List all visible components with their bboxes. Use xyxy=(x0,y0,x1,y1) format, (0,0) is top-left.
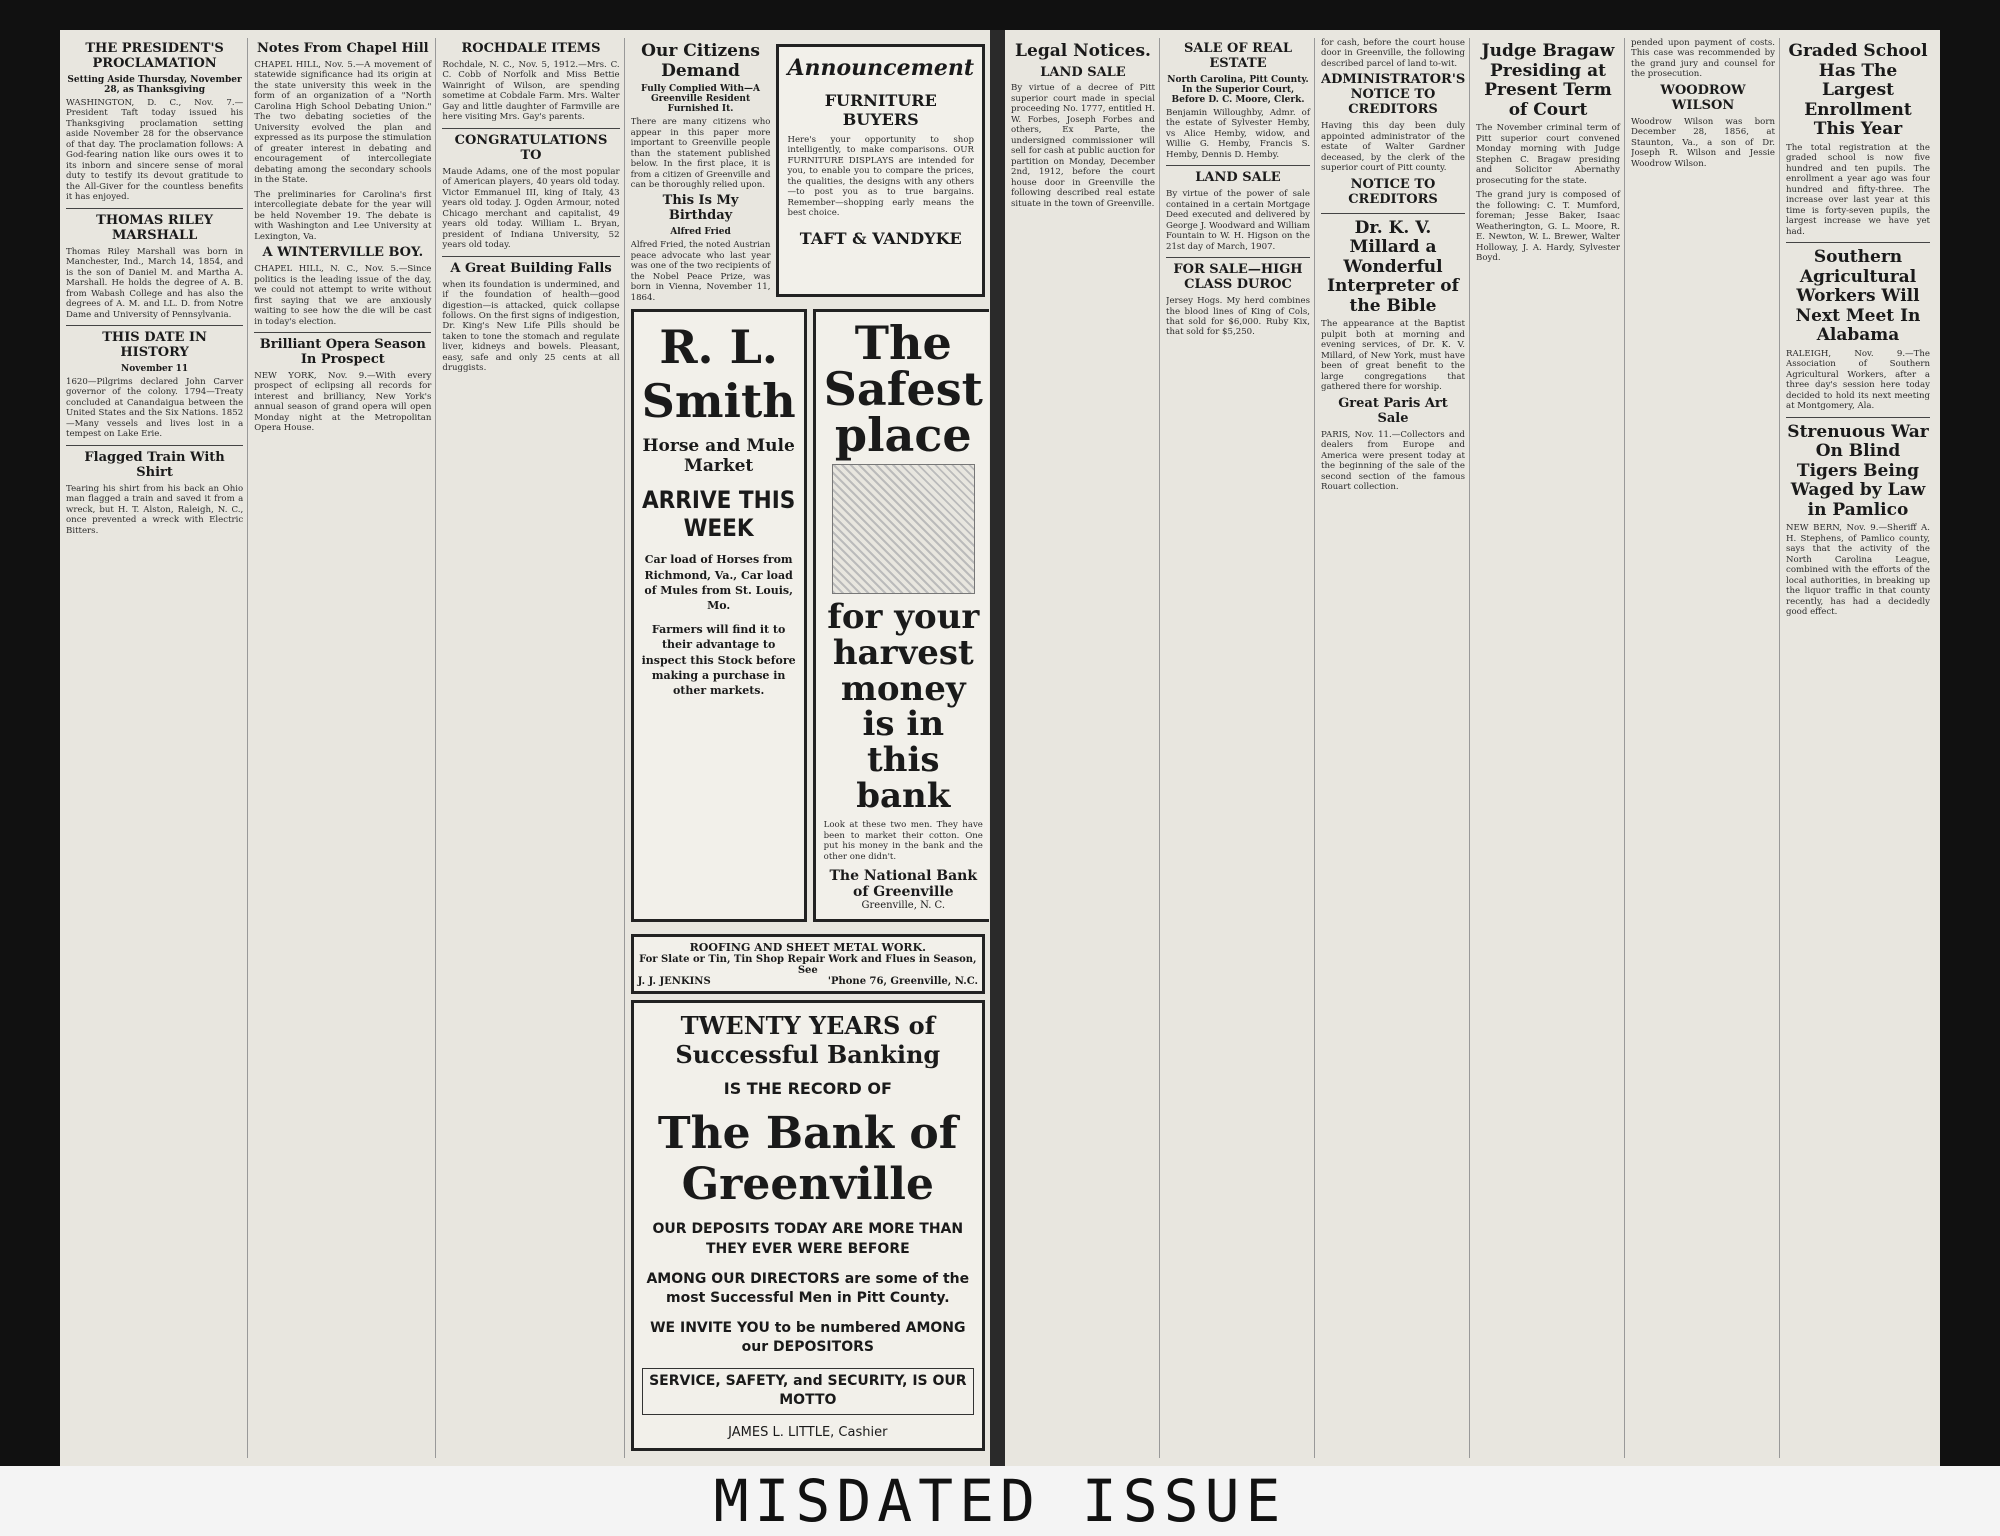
ad-town: Greenville, N. C. xyxy=(861,900,946,912)
article-text: The appearance at the Baptist pulpit both at morning and evening services, of Dr. K. V. Millard, of New York, must have been of great benefit to the large congregations that gathered there for worship. xyxy=(1321,319,1465,393)
left-column-3 xyxy=(442,38,624,1458)
article-text: By virtue of a decree of Pitt superior court made in special proceeding No. 1777, entitled H. W. Forbes, Joseph Forbes and others, Ex Parte, the undersigned commissioner will sell for cash at public auction for partition on Monday, December 2nd, 1912, before the court house door in Greenville the following described real estate situate in the town of Greenville. xyxy=(1011,83,1155,209)
subhead: Fully Complied With—A Greenville Resident Furnished It. xyxy=(641,84,761,115)
article-text: CHAPEL HILL, N. C., Nov. 5.—Since politics is the leading issue of the day, we could not attempt to write without first saying that we are anxiously waiting to see how the die will be cast in today's election. xyxy=(254,264,432,327)
ad-line: WE INVITE YOU to be numbered AMONG our DEPOSITORS xyxy=(650,1319,966,1356)
headline: Notes From Chapel Hill xyxy=(256,41,429,56)
ad-line: for your harvest money is in this bank xyxy=(827,597,980,816)
ad-line: IS THE RECORD OF xyxy=(723,1079,892,1099)
article-text: WASHINGTON, D. C., Nov. 7.—President Taft today issued his Thanksgiving proclamation setting aside November 28 for the observance of that day. The proclamation follows: A God-fearing nation like ours owes it to its inborn and sincere sense of moral duty to testify its devout gratitude to the All-Giver for the countless benefits it has enjoyed. xyxy=(66,97,244,203)
right-newspaper-page xyxy=(1005,30,1940,1466)
ad-name: R. L. Smith xyxy=(641,320,796,429)
subhead: Setting Aside Thursday, November 28, as Thanksgiving xyxy=(67,74,242,95)
farmers-illustration xyxy=(832,464,975,594)
ad-line: AMONG OUR DIRECTORS are some of the most Successful Men in Pitt County. xyxy=(646,1270,970,1307)
right-column-2 xyxy=(1166,38,1315,1458)
subhead: November 11 xyxy=(121,363,189,374)
ad-line: OUR DEPOSITS TODAY ARE MORE THAN THEY EVER WERE BEFORE xyxy=(652,1221,964,1257)
ad-line: The Safest place xyxy=(823,316,983,463)
ad-cashier: JAMES L. LITTLE, Cashier xyxy=(728,1425,888,1441)
article-text: when its foundation is undermined, and if the foundation of health—good digestion—is attacked, quick collapse follows. On the first signs of indigestion, Dr. King's New Life Pills should be taken to tone the stomach and regulate liver, kidneys and bowels. Pleasant, easy, safe and only 25 cents at all druggists. xyxy=(442,279,620,374)
article-text: for cash, before the court house door in Greenville, the following described parcel of land to-wit. xyxy=(1321,38,1465,69)
headline: THIS DATE IN HISTORY xyxy=(102,329,207,360)
ad-heading: FURNITURE BUYERS xyxy=(824,91,937,129)
headline: Our Citizens Demand xyxy=(641,41,760,81)
article-text: By virtue of the power of sale contained in a certain Mortgage Deed executed and delivered by George J. Woodward and William Fountain to W. H. Higson on the 21st day of March, 1907. xyxy=(1166,189,1310,252)
article-text: The November criminal term of Pitt superior court convened Monday morning with Judge Stephen C. Bragaw presiding and Solicitor Abernathy prosecuting for the state. xyxy=(1476,123,1620,186)
right-column-1 xyxy=(1011,38,1160,1458)
safest-place-ad xyxy=(813,309,989,922)
ad-line: TWENTY YEARS of Successful Banking xyxy=(675,1011,941,1070)
stamp-text: MISDATED ISSUE xyxy=(713,1467,1287,1535)
headline: A WINTERVILLE BOY. xyxy=(262,245,424,261)
headline: A Great Building Falls xyxy=(450,260,612,276)
headline: LAND SALE xyxy=(1195,170,1281,186)
article-text: Alfred Fried, the noted Austrian peace advocate who last year was one of the two recipients of the Nobel Peace Prize, was born in Vienna, November 11, 1864. xyxy=(630,240,771,303)
headline: THOMAS RILEY MARSHALL xyxy=(96,212,214,243)
headline: ADMINISTRATOR'S NOTICE TO CREDITORS xyxy=(1321,72,1466,118)
left-column-1 xyxy=(66,38,248,1458)
right-column-4 xyxy=(1476,38,1625,1458)
article-text: Tearing his shirt from his back an Ohio man flagged a train and saved it from a wreck, but H. T. Alston, Raleigh, N. C., once prevented a wreck with Electric Bitters. xyxy=(66,483,244,536)
ad-body: Look at these two men. They have been to market their cotton. One put his money in the bank and the other one didn't. xyxy=(823,820,983,862)
headline: Brilliant Opera Season In Prospect xyxy=(259,337,426,367)
right-column-3 xyxy=(1321,38,1470,1458)
left-ad-column xyxy=(631,38,989,1458)
ad-line: Horse and Mule Market xyxy=(642,436,795,477)
headline: SALE OF REAL ESTATE xyxy=(1183,41,1293,71)
headline: THE PRESIDENT'S PROCLAMATION xyxy=(85,41,224,71)
subhead: Alfred Fried xyxy=(670,227,731,238)
article-text: pended upon payment of costs. This case was recommended by the grand jury and counsel for the prosecution. xyxy=(1631,38,1775,80)
ad-line: For Slate or Tin, Tin Shop Repair Work and Flues in Season, See xyxy=(639,954,977,977)
headline: FOR SALE—HIGH CLASS DUROC xyxy=(1173,262,1303,293)
article-text: NEW BERN, Nov. 9.—Sheriff A. H. Stephens, of Pamlico county, says that the activity of the North Carolina League, combined with the efforts of the local authorities, in breaking up the liquor traffic in that county recently, has had a decidedly good effect. xyxy=(1786,523,1930,618)
headline: ROCHDALE ITEMS xyxy=(461,41,601,56)
article-text: 1620—Pilgrims declared John Carver governor of the colony. 1794—Treaty concluded at Canandaigua between the United States and the Six Nations. 1852—Many vessels and lives lost in a tempest on Lake Erie. xyxy=(66,376,244,440)
article-text: Maude Adams, one of the most popular of American players, 40 years old today. Victor Emmanuel III, king of Italy, 43 years old today. J. Ogden Armour, noted Chicago merchant and capitalist, 49 years old today. William L. Bryan, president of Indiana University, 52 years old today. xyxy=(442,166,620,251)
ad-phone: 'Phone 76, Greenville, N.C. xyxy=(827,976,979,988)
ad-line: ARRIVE THIS WEEK xyxy=(641,486,796,543)
headline: Judge Bragaw Presiding at Present Term of Court xyxy=(1481,41,1615,120)
ad-line: Farmers will find it to their advantage to inspect this Stock before making a purchase in other markets. xyxy=(641,622,796,698)
article-text: NEW YORK, Nov. 9.—With every prospect of eclipsing all records for interest and brilliancy, New York's annual season of grand opera will open Monday night at the Metropolitan Opera House. xyxy=(254,370,432,434)
headline: Strenuous War On Blind Tigers Being Waged by Law in Pamlico xyxy=(1787,421,1929,520)
ad-motto: SERVICE, SAFETY, and SECURITY, IS OUR MOTTO xyxy=(642,1368,974,1415)
ad-line: ROOFING AND SHEET METAL WORK. xyxy=(689,941,926,955)
headline: LAND SALE xyxy=(1040,64,1126,80)
article-text: Having this day been duly appointed administrator of the estate of Walter Gardner deceased, by the clerk of the superior court of Pitt county. xyxy=(1321,121,1465,174)
article-text: Benjamin Willoughby, Admr. of the estate of Sylvester Hemby, vs Alice Hemby, widow, and Willie G. Hemby, Francis S. Hemby, Dennis D. Hemby. xyxy=(1166,107,1310,160)
headline: NOTICE TO CREDITORS xyxy=(1348,176,1438,207)
misdated-issue-stamp xyxy=(0,1466,2000,1536)
roofing-ad xyxy=(631,934,985,994)
headline: This Is My Birthday xyxy=(662,193,739,224)
article-text: Thomas Riley Marshall was born in Manchester, Ind., March 14, 1854, and is the son of Daniel M. and Martha A. Marshall. He holds the degree of A. B. from Wabash College and has also the degrees of A. M. and LL. D. from Notre Dame and University of Pennsylvania. xyxy=(66,246,244,320)
bank-of-greenville-ad xyxy=(631,1000,985,1451)
ad-signature: TAFT & VANDYKE xyxy=(799,228,962,248)
ad-line: Car load of Horses from Richmond, Va., Car load of Mules from St. Louis, Mo. xyxy=(644,553,793,613)
article-text: CHAPEL HILL, Nov. 5.—A movement of statewide significance had its origin at the state university this week in the form of an organization of a "North Carolina High School Debating Union." The two debating societies of the University evolved the plan and expressed as its purpose the stimulation of greater interest in debating and encouragement of intercollegiate debating among the secondary schools in the State. xyxy=(254,59,432,186)
headline: WOODROW WILSON xyxy=(1660,82,1746,113)
article-text: The grand jury is composed of the following: C. T. Mumford, foreman; Jesse Baker, Isaac Weatherington, G. L. Moore, R. E. Newton, W. L. Brewer, Walter Holloway, J. A. Hardy, Sylvester Boyd. xyxy=(1476,190,1620,263)
left-newspaper-page xyxy=(60,30,995,1466)
furniture-ad xyxy=(776,44,985,297)
article-text: The total registration at the graded school is now five hundred and ten pupils. The enrollment a year ago was four hundred and fifty-three. The increase over last year at this time is forty-seven pupils, the largest increase we have yet had. xyxy=(1786,142,1930,237)
ad-title: Announcement xyxy=(787,55,975,81)
subhead: North Carolina, Pitt County. In the Superior Court, Before D. C. Moore, Clerk. xyxy=(1167,74,1309,105)
smith-ad xyxy=(631,309,807,922)
ad-line: The Bank of Greenville xyxy=(657,1108,958,1211)
headline: Dr. K. V. Millard a Wonderful Interpreter of the Bible xyxy=(1327,217,1459,316)
right-column-5 xyxy=(1631,38,1780,1458)
ad-name: J. J. JENKINS xyxy=(637,976,711,988)
article-text: Rochdale, N. C., Nov. 5, 1912.—Mrs. C. C. Cobb of Norfolk and Miss Bettie Wainright of Wilson, are spending sometime at Cobdale Farm. Mrs. Walter Gay and little daughter of Farmville are here visiting Mrs. Gay's parents. xyxy=(442,59,620,123)
right-column-6 xyxy=(1786,38,1934,1458)
ad-bank: The National Bank of Greenville xyxy=(829,868,978,901)
headline: Flagged Train With Shirt xyxy=(84,449,225,480)
headline: CONGRATULATIONS TO xyxy=(454,132,608,163)
headline: Legal Notices. xyxy=(1015,41,1151,61)
headline: Great Paris Art Sale xyxy=(1338,395,1448,426)
headline: Graded School Has The Largest Enrollment This Year xyxy=(1788,41,1928,140)
article-text: The preliminaries for Carolina's first intercollegiate debate for the year will be held November 19. The debate is with Washington and Lee University at Lexington, Va. xyxy=(254,189,432,242)
article-text: PARIS, Nov. 11.—Collectors and dealers from Europe and America were present today at the beginning of the sale of the second section of the famous Rouart collection. xyxy=(1321,429,1465,492)
article-text: Woodrow Wilson was born December 28, 1856, at Staunton, Va., a son of Dr. Joseph R. Wilson and Jessie Woodrow Wilson. xyxy=(1631,116,1775,169)
article-text: There are many citizens who appear in this paper more important to Greenville people than the statement published below. In the first place, it is from a citizen of Greenville and can be thoroughly relied upon. xyxy=(630,117,771,190)
headline: Southern Agricultural Workers Will Next Meet In Alabama xyxy=(1795,247,1921,346)
ad-body: Here's your opportunity to shop intelligently, to make comparisons. OUR FURNITURE DISPLAYS are intended for you, to enable you to compare the prices, the qualities, the designs with any others—to post you as to true bargains. Remember—shopping early means the best choice. xyxy=(787,135,975,219)
left-column-2 xyxy=(254,38,436,1458)
article-text: RALEIGH, Nov. 9.—The Association of Southern Agricultural Workers, after a three day's session here today decided to hold its next meeting at Montgomery, Ala. xyxy=(1786,348,1930,412)
article-text: Jersey Hogs. My herd combines the blood lines of King of Cols, that sold for $6,000. Ruby Kix, that sold for $5,250. xyxy=(1166,296,1310,338)
